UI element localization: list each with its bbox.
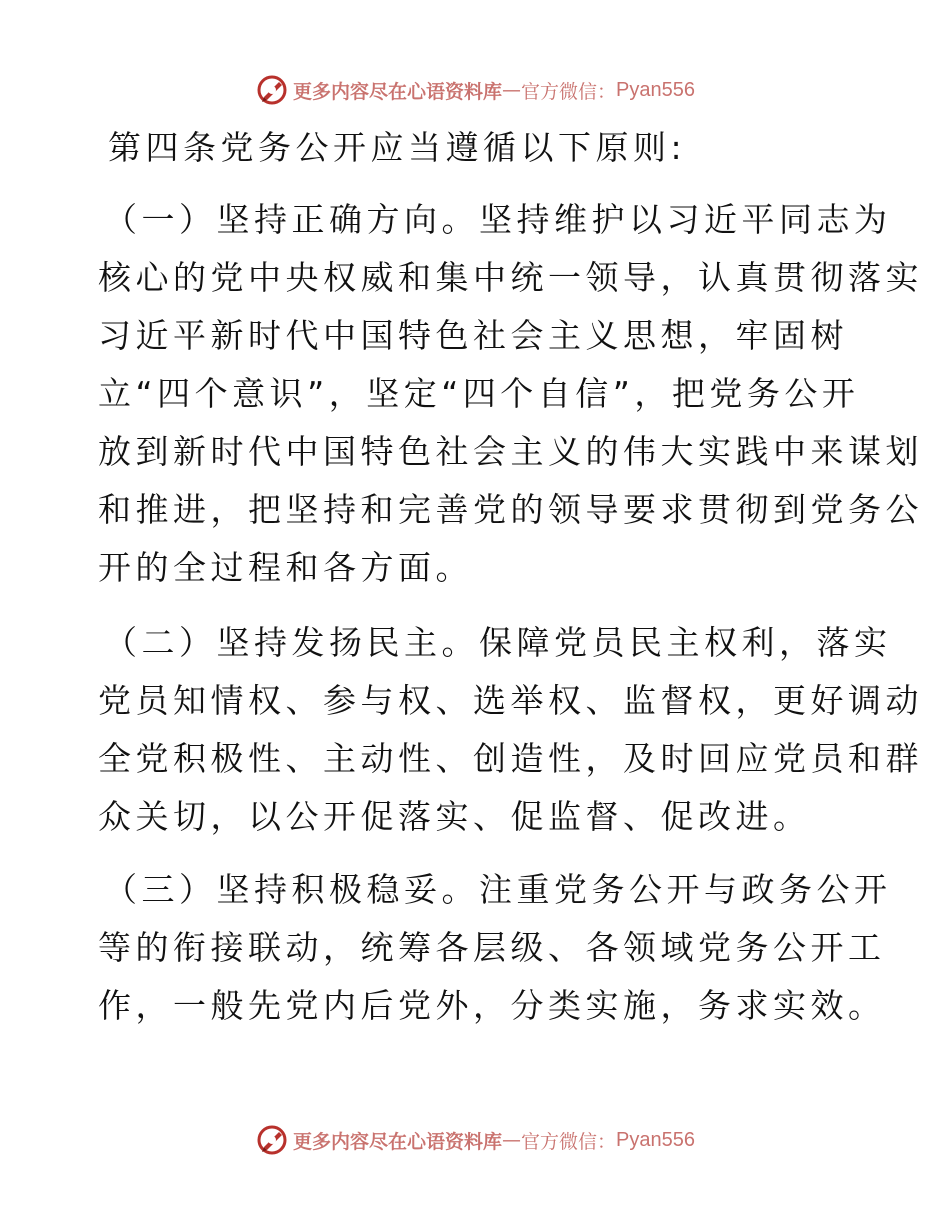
footer-watermark <box>0 1120 950 1160</box>
paragraph-1-line-5: 放到新时代中国特色社会主义的伟大实践中来谋划 <box>98 432 923 471</box>
article-heading: 第四条党务公开应当遵循以下原则: <box>108 128 687 167</box>
paragraph-2-line-4: 众关切，以公开促落实、促监督、促改进。 <box>98 797 811 836</box>
header-watermark <box>0 70 950 110</box>
paragraph-1-line-3: 习近平新时代中国特色社会主义思想，牢固树 <box>98 316 848 355</box>
paragraph-2-line-1: （二）坚持发扬民主。保障党员民主权利，落实 <box>104 623 892 662</box>
paragraph-2-line-2: 党员知情权、参与权、选举权、监督权，更好调动 <box>98 681 923 720</box>
paragraph-1-line-6: 和推进，把坚持和完善党的领导要求贯彻到党务公 <box>98 490 923 529</box>
watermark-dash: — <box>502 79 522 101</box>
watermark-wechat-id: Pyan556 <box>616 1128 695 1151</box>
paragraph-3-line-1: （三）坚持积极稳妥。注重党务公开与政务公开 <box>104 870 892 909</box>
watermark-site-text: 更多内容尽在心语资料库 <box>293 1130 503 1153</box>
paragraph-1-line-7: 开的全过程和各方面。 <box>98 548 473 587</box>
watermark-wechat-id: Pyan556 <box>616 78 695 101</box>
watermark-logo-icon <box>255 1123 289 1157</box>
watermark-logo-icon <box>255 73 289 107</box>
watermark-wechat-label: 官方微信： <box>521 80 617 103</box>
paragraph-2-line-3: 全党积极性、主动性、创造性，及时回应党员和群 <box>98 739 923 778</box>
watermark-wechat-label: 官方微信： <box>521 1130 617 1153</box>
paragraph-1-line-2: 核心的党中央权威和集中统一领导，认真贯彻落实 <box>98 258 923 297</box>
paragraph-1-line-1: （一）坚持正确方向。坚持维护以习近平同志为 <box>104 200 892 239</box>
paragraph-3-line-3: 作，一般先党内后党外，分类实施，务求实效。 <box>98 986 886 1025</box>
watermark-dash: — <box>502 1129 522 1151</box>
watermark-site-text: 更多内容尽在心语资料库 <box>293 80 503 103</box>
paragraph-3-line-2: 等的衔接联动，统筹各层级、各领域党务公开工 <box>98 928 886 967</box>
paragraph-1-line-4: 立“四个意识”，坚定“四个自信”，把党务公开 <box>98 374 860 413</box>
